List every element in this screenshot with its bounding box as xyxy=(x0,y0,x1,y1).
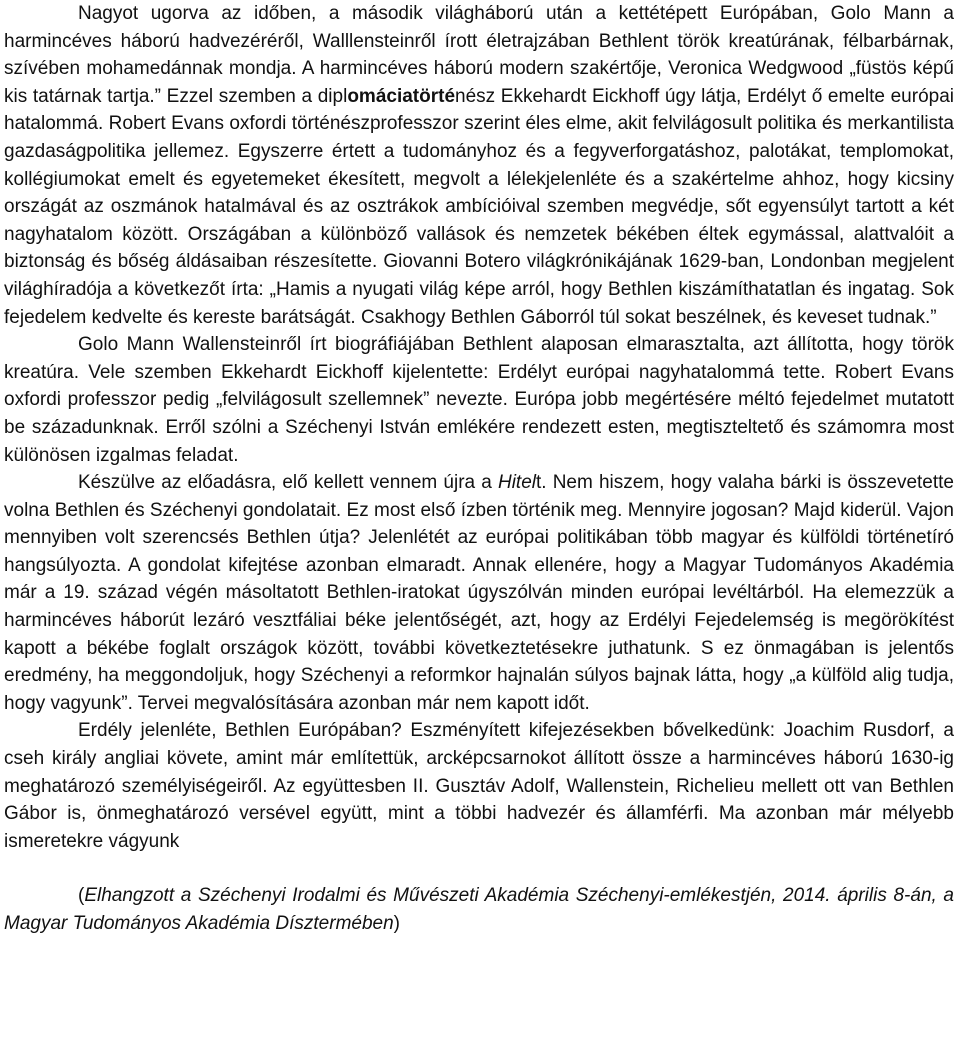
paragraph xyxy=(4,0,954,331)
caption-close-paren: ) xyxy=(393,913,400,934)
paragraph-text: Készülve az előadásra, elő kellett vennem újra a xyxy=(78,472,498,494)
paragraph-text: omáciatörté xyxy=(347,85,456,107)
caption-text: Elhangzott a Széchenyi Irodalmi és Művészeti Akadémia Széchenyi-emlékestjén, 2014. április 8-án, a Magyar Tudományos Akadémia Dísztermében xyxy=(4,885,954,934)
paragraph-text: Erdély jelenléte, Bethlen Európában? Eszményített kifejezésekben bővelkedünk: Joachim Rusdorf, a cseh király angliai követe, amint már említettük, arcképcsarnokot állított össze a harmincéves háború 1630-ig meghatározó személyiségeiről. Az együttesben II. Gusztáv Adolf, Wallenstein, Richelieu mellett ott van Bethlen Gábor is, önmeghatározó versével együtt, mint a többi hadvezér és államférfi. Ma azonban már mélyebb ismeretekre vágyunk xyxy=(4,720,954,852)
paragraph xyxy=(4,717,954,855)
body-text xyxy=(4,0,954,855)
event-caption xyxy=(4,882,954,937)
paragraph-text: Hitel xyxy=(497,472,536,494)
paragraph-text: nész Ekkehardt Eickhoff úgy látja, Erdélyt ő emelte európai hatalommá. Robert Evans oxfordi történészprofesszor szerint éles elme, akit felvilágosult politika és merkantilista gazdaságpolitika jellemez. Egyszerre értett a tudományhoz és a fegyverforgatáshoz, palotákat, templomokat, kollégiumokat emelt és egyetemeket ékesített, megvolt a lélekjelenléte és a szakértelme ahhoz, hogy kicsiny országát az oszmánok hatalmával és az osztrákok ambícióival szemben megvédje, sőt egyensúlyt tartott a két nagyhatalom között. Országában a különböző vallások és nemzetek békében éltek egymással, alattvalóit a biztonság és bőség áldásaiban részesítette. Giovanni Botero világkrónikájának 1629-ban, Londonban megjelent világhíradója a következőt írta: „Hamis a nyugati világ képe arról, hogy Bethlen kiszámíthatatlan és ingatag. Sok fejedelem kedvelte és kereste barátságát. Csakhogy Bethlen Gáborról túl sokat beszélnek, és keveset tudnak.” xyxy=(4,85,954,328)
paragraph-gap xyxy=(4,855,954,882)
paragraph-text: Nagyot ugorva az időben, a második világháború után a kettétépett Európában, Golo Mann a harmincéves háború hadvezéréről, Walllensteinről írott életrajzában Bethlent török kreatúrának, félbarbárnak, szívében mohamedánnak mondja. A harmincéves háború modern szakértője, Veronica Wedgwood „füstös képű kis tatárnak tartja.” Ezzel szemben a dipl xyxy=(4,3,954,107)
paragraph-text: Golo Mann Wallensteinről írt biográfiájában Bethlent alaposan elmarasztalta, azt állította, hogy török kreatúra. Vele szemben Ekkehardt Eickhoff kijelentette: Erdélyt európai nagyhatalommá tette. Robert Evans oxfordi professzor pedig „felvilágosult szellemnek” nevezte. Európa jobb megértésére méltó fejedelmet mutatott be századunknak. Erről szólni a Széchenyi István emlékére rendezett esten, megtiszteltető és számomra most különösen izgalmas feladat. xyxy=(4,334,954,466)
caption-open-paren: ( xyxy=(78,885,85,907)
paragraph-text: t. Nem hiszem, hogy valaha bárki is összevetette volna Bethlen és Széchenyi gondolatait. Ez most első ízben történik meg. Mennyire jogosan? Majd kiderül. Vajon mennyiben volt szerencsés Bethlen útja? Jelenlétét az európai politikában több magyar és külföldi történetíró hangsúlyozta. A gondolat kifejtése azonban elmaradt. Annak ellenére, hogy a Magyar Tudományos Akadémia már a 19. század végén másoltatott Bethlen-iratokat úgyszólván minden európai levéltárból. Ha elemezzük a harmincéves háborút lezáró vesztfáliai béke jelentőségét, azt, hogy az Erdélyi Fejedelemség is megörökítést kapott a békébe foglalt országok között, további következtetésekre juthatunk. S ez önmagában is jelentős eredmény, ha meggondoljuk, hogy Széchenyi a reformkor hajnalán súlyos bajnak látta, hogy „a külföld alig tudja, hogy vagyunk”. Tervei megvalósítására azonban már nem kapott időt. xyxy=(4,472,954,714)
paragraph xyxy=(4,331,954,469)
paragraph xyxy=(4,469,954,717)
